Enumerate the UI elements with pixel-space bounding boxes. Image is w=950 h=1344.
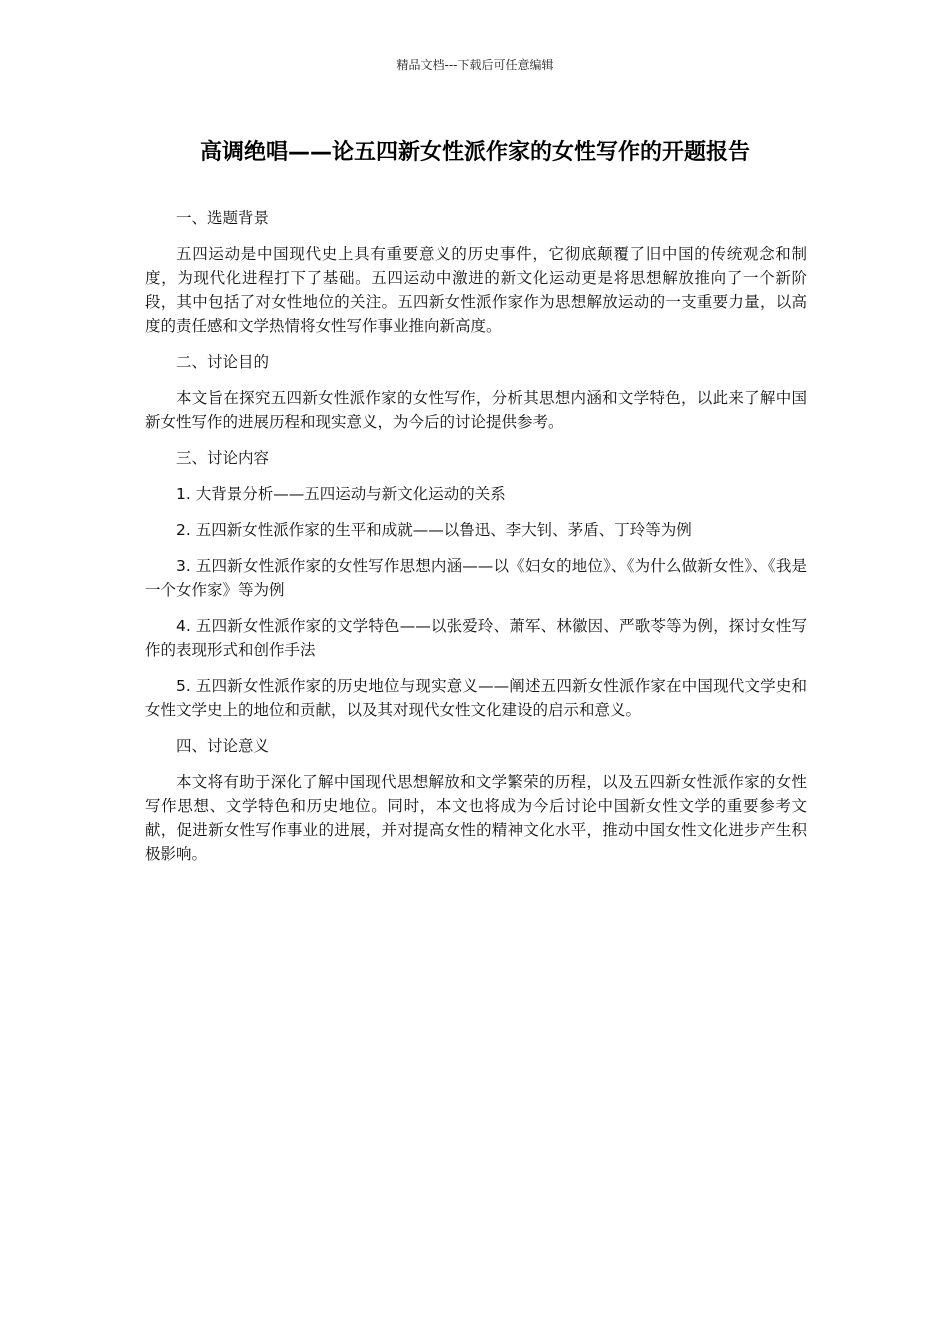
content-item-1: 1. 大背景分析——五四运动与新文化运动的关系 — [176, 485, 506, 503]
section-heading-purpose: 二、讨论目的 — [176, 353, 270, 371]
significance-paragraph: 本文将有助于深化了解中国现代思想解放和文学繁荣的历程，以及五四新女性派作家的女性写作思想、文学特色和历史地位。同时，本文也将成为今后讨论中国新女性文学的重要参考文献，促进新女性写作事业的进展，并对提高女性的精神文化水平，推动中国女性文化进步产生积极影响。 — [145, 773, 807, 863]
page-header: 精品文档---下载后可任意编辑 — [396, 58, 554, 72]
section-heading-content: 三、讨论内容 — [176, 449, 270, 467]
content-item-2: 2. 五四新女性派作家的生平和成就——以鲁迅、李大钊、茅盾、丁玲等为例 — [176, 521, 692, 539]
section-heading-background: 一、选题背景 — [176, 209, 270, 227]
purpose-paragraph: 本文旨在探究五四新女性派作家的女性写作，分析其思想内涵和文学特色，以此来了解中国新女性写作的进展历程和现实意义，为今后的讨论提供参考。 — [145, 389, 807, 431]
background-paragraph: 五四运动是中国现代史上具有重要意义的历史事件，它彻底颠覆了旧中国的传统观念和制度，为现代化进程打下了基础。五四运动中激进的新文化运动更是将思想解放推向了一个新阶段，其中包括了对女性地位的关注。五四新女性派作家作为思想解放运动的一支重要力量，以高度的责任感和文学热情将女性写作事业推向新高度。 — [145, 245, 807, 335]
document-title: 高调绝唱——论五四新女性派作家的女性写作的开题报告 — [199, 140, 750, 165]
content-item-4: 4. 五四新女性派作家的文学特色——以张爱玲、萧军、林徽因、严歌苓等为例，探讨女性写作的表现形式和创作手法 — [145, 617, 807, 659]
document-body — [145, 206, 807, 878]
content-item-5: 5. 五四新女性派作家的历史地位与现实意义——阐述五四新女性派作家在中国现代文学史和女性文学史上的地位和贡献，以及其对现代女性文化建设的启示和意义。 — [145, 677, 807, 719]
section-heading-significance: 四、讨论意义 — [176, 737, 270, 755]
content-item-3: 3. 五四新女性派作家的女性写作思想内涵——以《妇女的地位》、《为什么做新女性》、《我是一个女作家》等为例 — [145, 557, 807, 599]
